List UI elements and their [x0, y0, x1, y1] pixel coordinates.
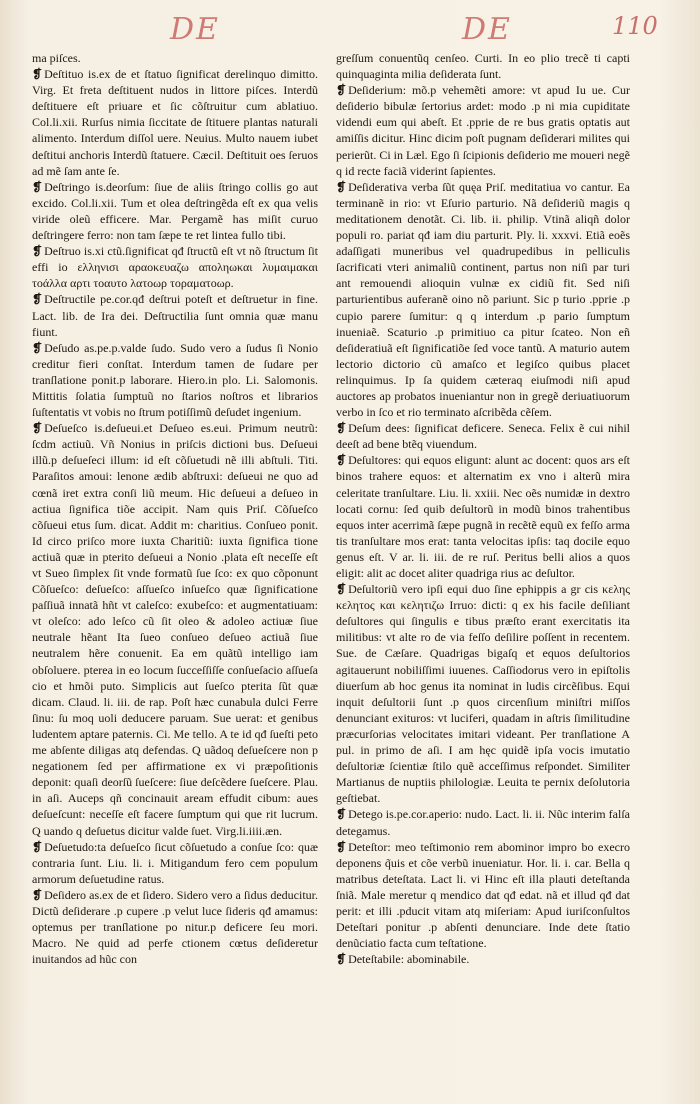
- entry-destituo: ❡ Deſtituo is.ex de et ſtatuo ſignificat derelinquo dimitto. Virg. Et freta deſtituent nudos in littore piſces. Interdũ deſtituere eſt priuare et ſic cõſtruitur cum ablatiuo. Col.li.xii. Rurſus nimia ſiccitate de ſtituere plantas naturali alimento. Interdum diſſol uere. Neuius. Multo nauem iubet deſtitui anchoris Interdũ ſtatuere. Cæcil. Deſtituit oes ſeruos ad mẽ ſam ante ſe.: [32, 66, 318, 179]
- entry-desultorium: ❡ Deſultoriũ vero ipſi equi duo ſine ephippis a gr cis κελης κελητος και κελητιζω Irruo: dicti: q ex his facile deſiliant deſultores qui ſingulis e tibus præſto erant exercitatis ita militibus: vt alte ro de via feſſo deſilire poſſent in recentem. Sue. de Cæſare. Quadrigas bigaſq et equos deſultorios agitauerunt nobiliſſimi iuuenes. Caſſiodorus vero in epiſtolis diuerſum ab hoc genus ita nominat in ludis circẽſibus. Equi inquit deſultorii ſunt .p quos circenſium miniſtri miſſos denunciant exituros: vt luciferi, quadam in aſtris ſimilitudine præcurſorias velocitates imitari videant. Per tranſlatione A pul. in primo de aſi. I am hęc quidẽ ipſa vocis imutatio deſultoriæ ſcientiæ ſtilo quẽ acceſſimus reſpondet. Similiter Martianus de nuptiis philologiæ. Leuita te pernix deſolutoria geſtiebat.: [336, 581, 630, 806]
- paragraph: greſſum conuentũq cenſeo. Curti. In eo plio trecẽ ti capti quinquaginta milia deſiderata ſunt.: [336, 51, 630, 82]
- entry-destringo: ❡ Deſtringo is.deorſum: ſiue de aliis ſtringo collis go aut excido. Col.li.xii. Tum et olea deſtringẽda eſt ex qua velis viride oleũ efficere. Mar. Pergamẽ has miſit curuo deſtringere ferro: non tam ſæpe te ret lintea fullo tibi.: [32, 179, 318, 243]
- entry-desultores: ❡ Deſultores: qui equos eligunt: alunt ac docent: quos ars eſt binos trahere equos: et alternatim ex vno i alterũ mira celeritate tranſultare. Liu. li. xxiii. Nec oẽs numidæ in dextro locati cornu: ſed quib deſultorũ in modũ binos trahentibus equos inter acerrimã ſæpe pugnã in recẽtẽ equũ ex feſſo arma tis tranſultare mos erat: tanta velocitas ipſis: taq docile equo genus eſt. V ar. li. iii. de re ruſ. Peritus belli alios a quos eligit: alit ac docet aliter quadriga rius ac deſultor.: [336, 452, 630, 581]
- entry-desidero: ❡ Deſidero as.ex de et ſidero. Sidero vero a ſidus deducitur. Dictũ deſiderare .p cupere .p velut luce ſideris qđ amamus: optemus per tranſlatione po nitur.p deficere ſeu mori. Macro. Ne quid ad perfe ctionem cœtus deſideretur inuitandos ad hũc con: [32, 887, 318, 967]
- left-text-column: [32, 50, 318, 967]
- entry-desudo: ❡ Deſudo as.pe.p.valde ſudo. Sudo vero a ſudus ſi Nonio creditur fieri conſtat. Interdum tamen de ſudare per tranſlatione ponit.p laborare. Hiero.in plo. Li. Salomonis. Mittitis ſolatia ſumptuũ no ſtarios noſtros et librarios ſuſtentatis vt vobis no ſtrum potiſſimũ deſudet ingenium.: [32, 340, 318, 420]
- entry-detego: ❡ Detego is.pe.cor.aperio: nudo. Lact. li. ii. Nũc interim falſa detegamus.: [336, 806, 630, 838]
- running-head-left: DE: [170, 12, 220, 47]
- paragraph: ma piſces.: [32, 51, 81, 65]
- entry-detestor: ❡ Deteſtor: meo teſtimonio rem abominor impro bo execro deponens q̃uis et cõe verbũ inueniatur. Hor. li. i. car. Bella q matribus deteſtata. Lact li. vi Hinc eſt illa plauti deteſtanda ſniã. Male meretur q mendico dat qđ edat. nã et illud qđ dat perit: et illi .pducit vitam atq miſeriam: Apud iuriſconſultos Deteſtari ponitur .p abſenti denunciare. Inde dete ſtatio denũciatio facta cum teſtatione.: [336, 839, 630, 952]
- entry-destructile: ❡ Deſtructile pe.cor.qđ deſtrui poteſt et deſtruetur in fine. Lact. lib. de Ira dei. Deſtructilia ſunt omnia quæ manu fiunt.: [32, 291, 318, 339]
- running-head-right: DE: [462, 12, 512, 47]
- entry-desiderativa: ❡ Deſiderativa verba ſũt quęa Priſ. meditatiua vo cantur. Ea terminanẽ in rio: vt Eſurio parturio. Nã deſideriũ magis q meditationem denotãt. Ci. lib. ii. philip. Vtinã aliqñ dolor populi ro. pariat qđ iam diu parturit. Ply. li. xxxvi. Etiã eoẽs adaſſigati muneribus vel quadrupedibus in pelliculis ſacrificati vteri animaliũ continent, partus non niſi par turi ant remouendi alioquin vulnæ ex cidiũ fit. Sed niſi parturientibus auferanẽ oino nõ pariunt. Sic p turio .pprie .p cupio parere ſumitur: q q interdum .p pario ſumptum inueniaẽ. Scaturio .p primitiuo ca pitur ſcateo. Non eñ deſideratiuã eſt ſignificatiõe ſed voce tantũ. A maturio autem lectorio dictorio cũ amaſco et legiſco quibus placet relinquimus. Ip ſa quidem cæteraq eiuſmodi niſi apud auctores ap probatos inueniantur non in gregẽ deriuatiuorum verbo in ſco et rio terminato aſcribẽda cẽſem.: [336, 179, 630, 420]
- entry-desuetudo: ❡ Deſuetudo:ta deſueſco ſicut cõſuetudo a conſue ſco: quæ contraria ſunt. Liu. li. i. Mitigandum fero cem populum armorum deſuetudine ratus.: [32, 839, 318, 887]
- entry-destruo: ❡ Deſtruo is.xi ctũ.ſignificat qđ ſtructũ eſt vt nõ ſtructum ſit effi io ελληνισι αραοκευαζω αποληωκαι λυμαιμακαι τοάλλα αρτι τοαυτο λατοωρ τοραματοωρ.: [32, 243, 318, 291]
- entry-detestabile: ❡ Deteſtabile: abominabile.: [336, 951, 630, 967]
- entry-desuesco: ❡ Deſueſco is.deſueui.et Deſueo es.eui. Primum neutrũ: ſcdm actiuũ. Vñ Nonius in priſcis dictioni bus. Deſueui illũ.p deſueſeci illum: id eſt cõſuetudi nẽ illi abſtuli. Titi. Paraſitos amoui: lenone ædib abſtruxi: deſueui ne quo ad cœnã iret extra conſi liũ meum. Hic deſueui a deſueo in actiua ſignifica tiõe accipit. Nam quis Priſ. Cõſueſco cõſueui etus ſum. dicat. Addit m: charitius. Conſueo ponit. Id circo priſco more iuxta Charitiũ: iuxta ſignifica tione actiuã quæ in pterito deſueui a Nonio .plata eſt neceſſe eſt vt Sueo ſimplex ſit vnde formatũ ſue ſco: ex quo cõponunt Cõſueſco: deſueſco: aſſueſco inſueſco quæ ſignificatione paſſiuã innatã hñt vt caleſco: exubeſco: et augmentatiuam: vt oleſco: ado leſco cũ ſit oleo & adoleo actiuæ ſiue neutrale hẽant Ita ſueo conſueo deſueo actiuã ſiue neutralem hẽre conuenit. Ea em quãtũ intelligo iam obſoluere. pterea in eo locum ſucceſſiſſe conſueſacio aſſueſa cio et hmõi puto. Simplicis aut ſueſco pterita ſũt quæ dicam. Claud. li. iii. de rap. Poſt hæc cunabula dulci Ferre ſinu: ſu moq uoli deducere paruam. Sue uerat: et genibus ludentem aptare paternis. Ci. Me tello. A te id qđ ſueſti peto me abſente diligas atq defendas. Q uãdoq deſueſcere non p negationem ſed per affirmatione ex vi præpoſitionis deponit: quaſi deorſũ ſueſcere: ſiue deſcẽdere ſueſcere. Plau. in aſi. Auceps qñ concinauit aream effudit cibum: aues deſueſcunt: neceſſe eſt facere ſumptum qui que rit lucrum. Q uando q deſuetus dicitur valde ſuet. Virg.li.iiii.æn.: [32, 420, 318, 838]
- folio-number: 110: [612, 12, 658, 40]
- entry-desiderium: ❡ Deſiderium: mõ.p vehemẽti amore: vt apud Iu ue. Cur deſiderio bibulæ ſertorius ardet: modo .p ni mia cupiditate videndi eum qui abeſt. Et .pprie de re bus gratis optatis aut amiſſis dicitur. Hinc dicim poſt pugnam deſiderari milites qui perierũt. Ci in Læl. Ego ſi ſcipionis deſiderio me moueri negẽ q id recte faciã viderint ſapientes.: [336, 82, 630, 179]
- right-text-column: [336, 50, 630, 967]
- entry-desum: ❡ Deſum dees: ſignificat deficere. Seneca. Felix ẽ cui nihil deeſt ad bene btẽq viuendum.: [336, 420, 630, 452]
